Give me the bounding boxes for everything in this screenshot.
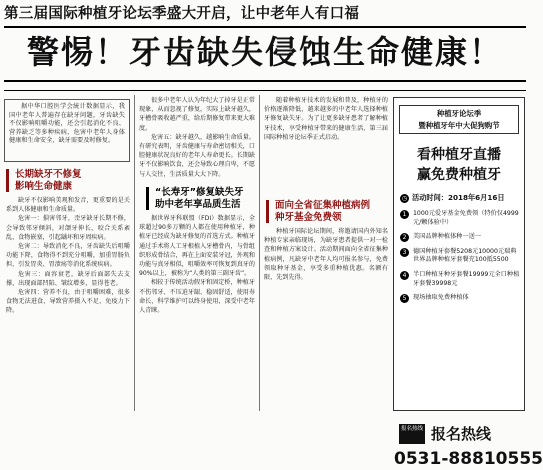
col2-intro: 很多中老年人认为年纪大了掉牙是正常现象，从而忽视了修复，实际上缺牙越久，牙槽骨吸收越严重，给后期修复带来更大难度。 xyxy=(139,97,255,132)
clock-icon: ◷ xyxy=(401,194,408,202)
promo-offer xyxy=(400,294,520,303)
section3-title-line1: 面向全省征集种植病例 xyxy=(275,200,371,211)
promo-event-banner xyxy=(399,105,519,134)
section1-title xyxy=(6,169,135,192)
number-badge-icon: 1 xyxy=(400,210,409,219)
section2-body xyxy=(139,214,255,412)
section1-paragraph: 危害一：損害邻牙，歪牙缺牙长期不修，会导致邻牙倾斜，对颌牙伸长，咬合关系紊乱，食物嵌塞，引起龋坏和牙周疾病。 xyxy=(6,215,130,241)
number-badge-icon: 3 xyxy=(400,248,409,257)
promo-event-line2: 暨种植牙年中大促狗购节 xyxy=(418,121,500,130)
section2-title xyxy=(146,187,261,210)
content-rule xyxy=(4,90,526,91)
promo-title-line2: 赢免费种植牙 xyxy=(417,167,501,183)
promo-date xyxy=(400,192,518,203)
promo-offer-text: 半口种植牙种牙套餐19999元全口种植牙套餐39998元 xyxy=(413,270,520,287)
section3-title xyxy=(266,200,395,223)
hotline-number: 0531-88810555 xyxy=(394,449,543,469)
promo-event-line1: 种植牙论坛季 xyxy=(436,109,482,118)
top-headline: 第三届国际种植牙论坛季盛大开启，让中老年人有口福 xyxy=(4,6,360,22)
section1-paragraph: 危害二：导致消化不良，牙齿缺失后咀嚼功能下降，食物得不到充分咀嚼，加重胃肠负担，引发胃炎、胃溃疡等消化系统疾病。 xyxy=(6,243,130,269)
col2-body xyxy=(139,96,255,184)
section3-title-line2: 种牙基金免费领 xyxy=(275,211,342,223)
column-divider xyxy=(134,95,135,411)
section2-paragraph: 相较于传统活动假牙和固定桥，种植牙不伤邻牙、不压迫牙龈、稳固舒适，使用寿命长，科学维护可以终身使用，深受中老年人青睐。 xyxy=(139,279,255,315)
section1-paragraph: 危害三：面容衰老，缺牙后面部失去支撑，出现面部凹陷、皱纹增多，显得苍老。 xyxy=(6,270,130,287)
hotline-badge: 报名热线 xyxy=(399,424,425,444)
number-badge-icon: 4 xyxy=(400,271,409,280)
section3-paragraph: 种植牙国际论坛期间，将邀请国内外知名种植专家亲临现场，为缺牙患者提供一对一检查和种植方案设计。活动期间面向全省征集种植病例，凡缺牙中老年人均可报名参与，免费领取种牙基金，享受多重种植优惠。名额有限，先到先得。 xyxy=(264,228,388,282)
header-rule-bottom xyxy=(4,80,526,82)
promo-offers xyxy=(400,210,520,309)
promo-offer-text: 1000元爱牙基金免费领（特价仅4999元/颗体验中） xyxy=(413,210,519,226)
promo-box xyxy=(393,97,543,469)
section1-body xyxy=(6,196,130,412)
section1-title-line1: 长期缺牙不修复 xyxy=(15,169,82,180)
promo-offer-text: 德国种植牙套餐5208元10000元瑞典世界品牌种植牙套餐充100抵5500 xyxy=(413,247,517,264)
promo-offer xyxy=(400,210,520,227)
section2-title-line2: 助中老年享品质生活 xyxy=(155,198,241,210)
number-badge-icon: 5 xyxy=(400,294,409,303)
intro-box: 据中华口腔医学会統计数据显示，我国中老年人普遍存在缺牙问题，牙齿缺失不仅影响咀嚼功能，还会引起消化不良、营养缺乏等多种疾病，危害中老年人身体健康和生命安全，缺牙需要及时修复。 xyxy=(4,99,130,162)
section3-body xyxy=(264,227,388,412)
promo-offer-text: 美国品牌种植体种一送一 xyxy=(413,233,482,241)
promo-date-text: 活动时间：2018年6月16日 xyxy=(412,193,505,202)
main-headline: 警惕！牙齿缺失侵蚀生命健康！ xyxy=(26,33,503,71)
col3-paragraph: 随着种植牙技术的发展和普及，种植牙的价格逐渐降低，越来越多的中老年人选择种植牙修复缺失牙。为了让更多缺牙患者了解种植牙技术，享受种植牙带来的健康生活，第三届国际种植牙论坛季正式启动。 xyxy=(264,97,388,141)
hotline-label: 报名热线 xyxy=(431,425,492,443)
promo-offer-text: 现场抽取免费种植体 xyxy=(413,294,469,302)
promo-title-line1: 看种植牙直播 xyxy=(417,147,501,163)
section2-paragraph: 据世界牙科联盟（FDI）数据显示，全球超过90多万颗的人都在使用种植牙，种植牙已经成为缺牙修复的首选方式。种植牙通过手术将人工牙根植入牙槽骨内，与骨组织形成骨结合，再在上面安装牙冠，外观和功能与真牙相似，咀嚼效率可恢复到真牙的90%以上，被称为“人类的第三副牙齿”。 xyxy=(139,215,255,278)
hotline-row xyxy=(399,423,521,445)
col2-paragraph: 危害五：缺牙越久，越影响生命质量。有研究表明，牙齿健康与寿命密切相关，口腔健康状况良好的老年人寿命更长。长期缺牙不仅影响饮食，还会导致心理自卑，不愿与人交往，生活质量大大下降。 xyxy=(139,133,255,178)
column-divider xyxy=(259,95,260,411)
col3-body xyxy=(264,96,388,188)
section2-title-line1: “长寿牙”修复缺失牙 xyxy=(155,187,244,198)
section1-paragraph: 危害四：营养不良，由于咀嚼困难，很多食物无法进食，导致营养摄入不足，免疫力下降。 xyxy=(6,289,130,315)
promo-offer xyxy=(400,233,520,242)
promo-offer xyxy=(400,271,520,288)
number-badge-icon: 2 xyxy=(400,233,409,242)
section1-paragraph: 缺牙不仅影响美观和发音，更重要的是关系到人体健康和生命质量。 xyxy=(6,197,130,214)
section1-title-line2: 影响生命健康 xyxy=(15,180,73,192)
promo-offer xyxy=(400,248,520,265)
